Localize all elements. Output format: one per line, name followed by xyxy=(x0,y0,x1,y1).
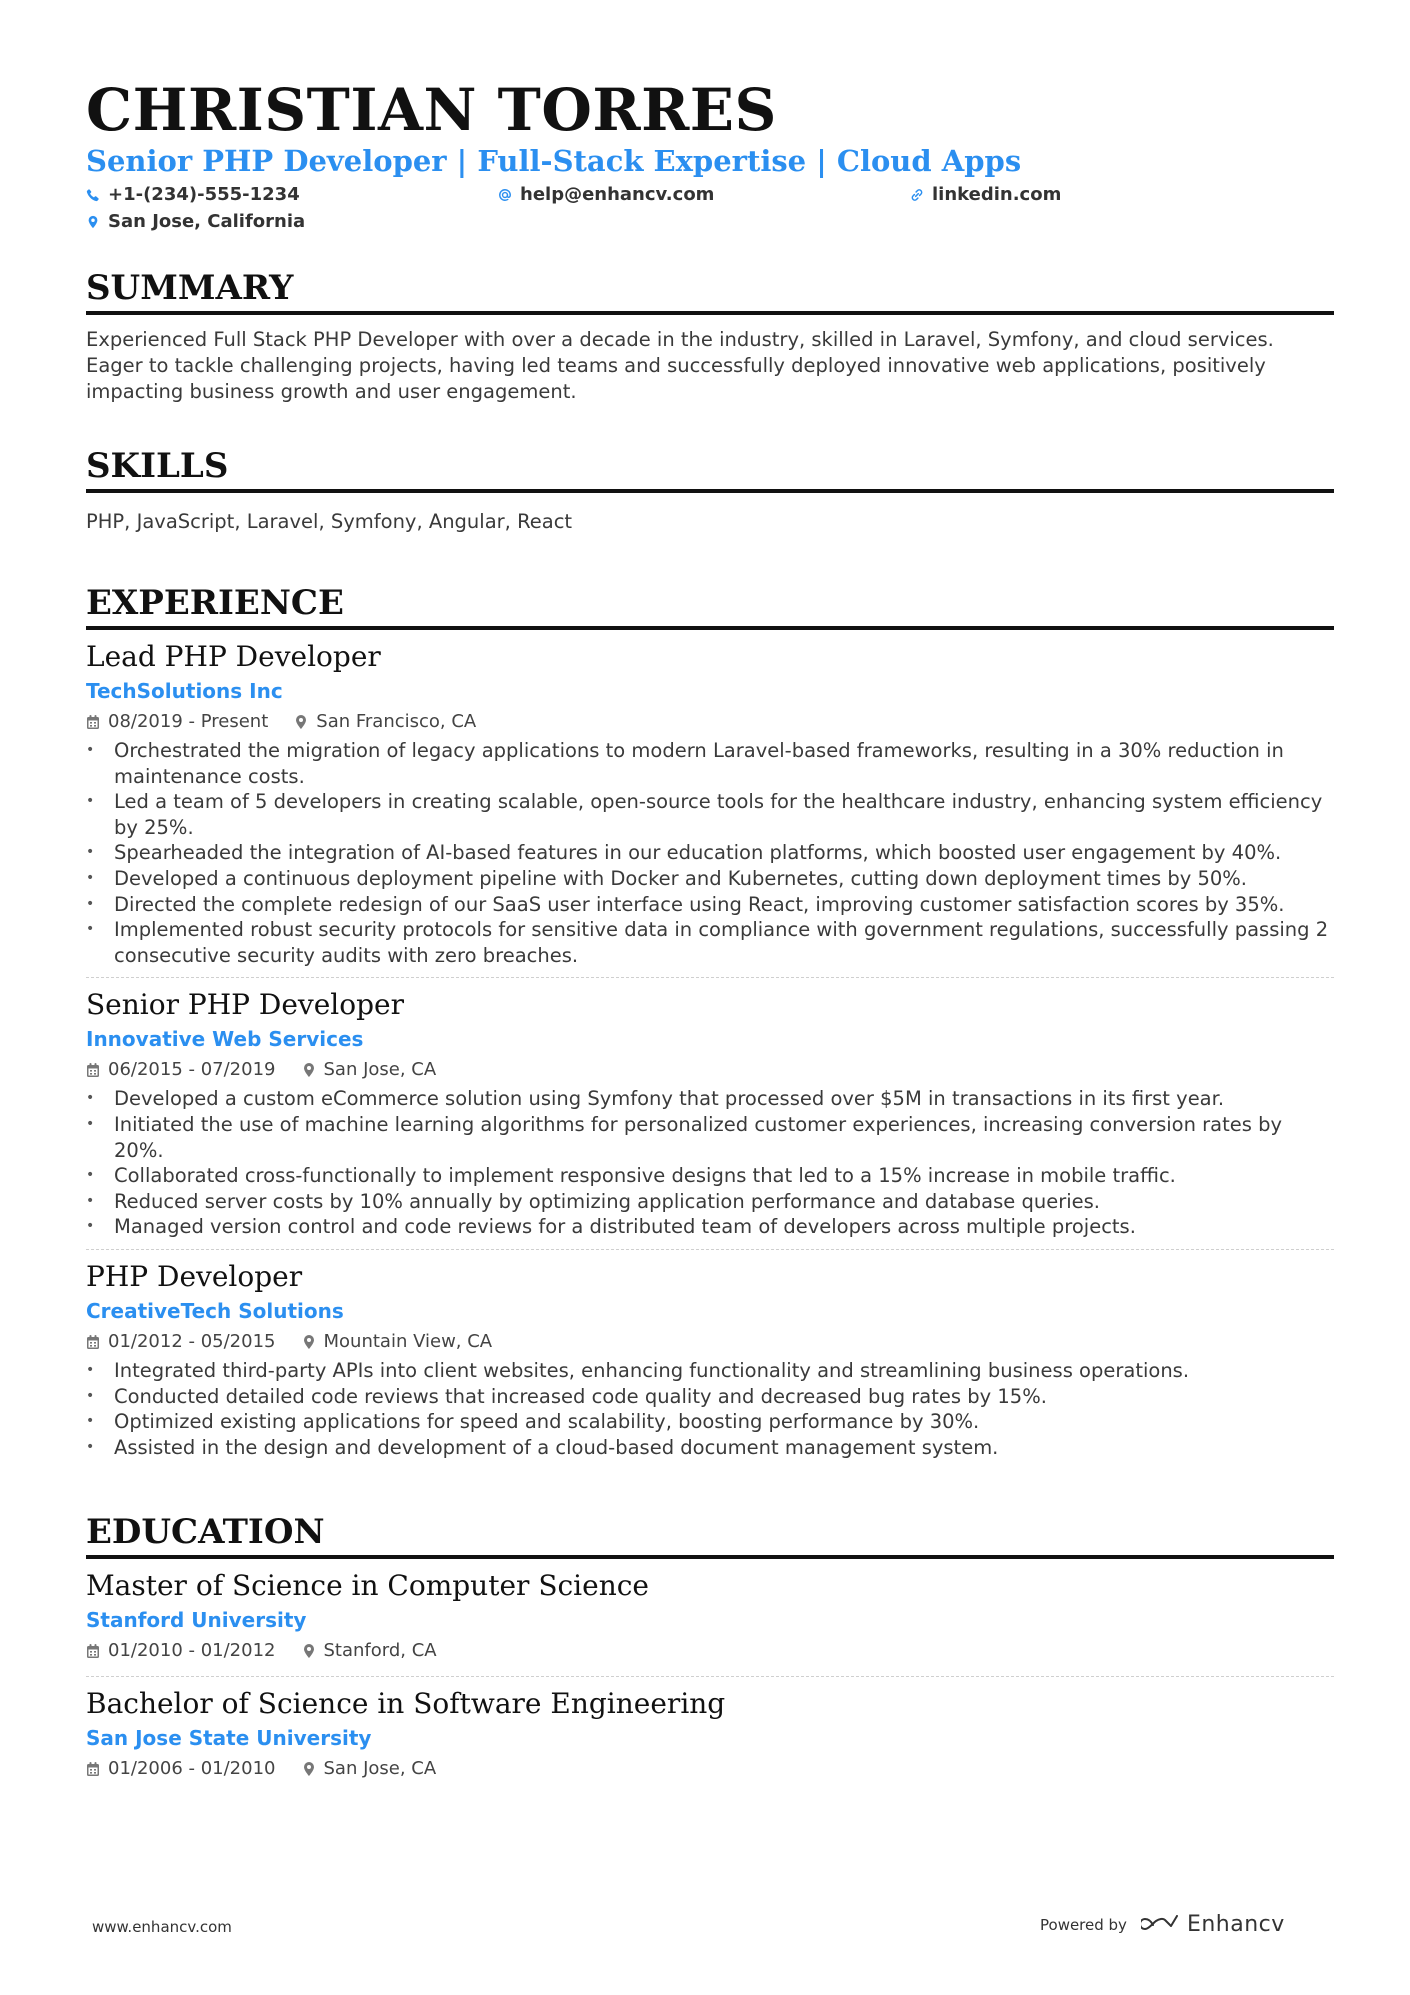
experience-entry xyxy=(86,630,1334,978)
experience-heading: EXPERIENCE xyxy=(86,582,1334,630)
link-icon xyxy=(910,188,924,202)
achievement-item: • Initiated the use of machine learning algorithms for personalized customer experiences, increasing conversion rates by 20%. xyxy=(86,1112,1334,1163)
entry-location-text: San Jose, CA xyxy=(323,1758,437,1780)
contact-info xyxy=(86,181,1334,235)
job-title: Senior PHP Developer xyxy=(86,988,404,1022)
achievement-item: • Optimized existing applications for speed and scalability, boosting performance by 30%. xyxy=(86,1409,1334,1435)
entry-meta xyxy=(86,1635,1334,1667)
entry-dates-text: 01/2006 - 01/2010 xyxy=(108,1758,276,1780)
skills-heading: SKILLS xyxy=(86,445,1334,493)
school-name[interactable]: San Jose State University xyxy=(86,1726,372,1751)
contact-phone-text: +1-(234)-555-1234 xyxy=(108,184,300,205)
entry-dates xyxy=(86,1635,276,1667)
contact-location xyxy=(86,208,498,235)
entry-meta xyxy=(86,1753,1334,1785)
summary-heading: SUMMARY xyxy=(86,267,1334,315)
school-name[interactable]: Stanford University xyxy=(86,1608,307,1633)
experience-list xyxy=(86,630,1334,1469)
experience-entry xyxy=(86,1250,1334,1469)
achievement-list xyxy=(86,738,1334,968)
entry-location xyxy=(302,1054,437,1086)
job-title: Lead PHP Developer xyxy=(86,640,381,673)
map-pin-icon xyxy=(302,1643,316,1659)
map-pin-icon xyxy=(302,1334,316,1350)
achievement-item: • Implemented robust security protocols for sensitive data in compliance with government regulations, successfully passing 2 consecutive security audits with zero breaches. xyxy=(86,917,1334,968)
company-name[interactable]: TechSolutions Inc xyxy=(86,679,283,703)
powered-by xyxy=(1040,1912,1285,1937)
contact-location-text: San Jose, California xyxy=(108,211,306,232)
contact-linkedin-text: linkedin.com xyxy=(932,184,1062,205)
entry-location xyxy=(294,706,476,738)
entry-dates xyxy=(86,1054,276,1086)
education-list xyxy=(86,1559,1334,1794)
contact-linkedin[interactable] xyxy=(910,181,1334,208)
experience-entry xyxy=(86,978,1334,1250)
calendar-icon xyxy=(86,1643,100,1659)
degree-title: Master of Science in Computer Science xyxy=(86,1569,649,1603)
candidate-tagline: Senior PHP Developer | Full-Stack Expertise | Cloud Apps xyxy=(86,144,1022,178)
entry-location xyxy=(302,1753,437,1785)
entry-dates xyxy=(86,1326,276,1358)
job-title: PHP Developer xyxy=(86,1259,303,1293)
education-entry xyxy=(86,1677,1334,1794)
candidate-name: CHRISTIAN TORRES xyxy=(86,76,777,144)
phone-icon xyxy=(86,188,100,202)
achievement-item: • Integrated third-party APIs into client websites, enhancing functionality and streamlining business operations. xyxy=(86,1358,1334,1384)
achievement-list xyxy=(86,1358,1334,1460)
entry-location xyxy=(302,1635,437,1667)
powered-by-label: Powered by xyxy=(1040,1915,1127,1934)
map-pin-icon xyxy=(294,714,308,730)
summary-text: Experienced Full Stack PHP Developer with over a decade in the industry, skilled in Laravel, Symfony, and cloud services. Eager to tackle challenging projects, having led teams and successfully deployed innovative web applications, positively impacting business growth and user engagement. xyxy=(86,328,1274,403)
achievement-list xyxy=(86,1086,1334,1240)
enhancv-logo-text: Enhancv xyxy=(1186,1912,1285,1937)
entry-location xyxy=(302,1326,493,1358)
skills-list: PHP, JavaScript, Laravel, Symfony, Angular, React xyxy=(86,510,573,533)
entry-location-text: Stanford, CA xyxy=(323,1640,437,1662)
education-entry xyxy=(86,1559,1334,1677)
achievement-item: • Managed version control and code reviews for a distributed team of developers across multiple projects. xyxy=(86,1214,1334,1240)
entry-dates-text: 06/2015 - 07/2019 xyxy=(108,1059,276,1081)
entry-location-text: Mountain View, CA xyxy=(323,1330,493,1352)
education-heading: EDUCATION xyxy=(86,1511,1334,1559)
map-pin-icon xyxy=(302,1761,316,1777)
entry-meta xyxy=(86,1326,1334,1358)
contact-email[interactable] xyxy=(498,181,910,208)
achievement-item: • Assisted in the design and development of a cloud-based document management system. xyxy=(86,1435,1334,1461)
achievement-item: • Reduced server costs by 10% annually by optimizing application performance and database queries. xyxy=(86,1189,1334,1215)
achievement-item: • Collaborated cross-functionally to implement responsive designs that led to a 15% increase in mobile traffic. xyxy=(86,1163,1334,1189)
achievement-item: • Directed the complete redesign of our SaaS user interface using React, improving customer satisfaction scores by 35%. xyxy=(86,892,1334,918)
calendar-icon xyxy=(86,1062,100,1078)
at-icon xyxy=(498,188,512,202)
entry-dates-text: 08/2019 - Present xyxy=(108,711,269,732)
contact-email-text: help@enhancv.com xyxy=(520,184,715,205)
achievement-item: • Developed a continuous deployment pipeline with Docker and Kubernetes, cutting down deployment times by 50%. xyxy=(86,866,1334,892)
enhancv-logo[interactable] xyxy=(1141,1912,1285,1937)
entry-location-text: San Jose, CA xyxy=(323,1059,437,1081)
entry-dates xyxy=(86,1753,276,1785)
entry-meta xyxy=(86,1054,1334,1086)
entry-location-text: San Francisco, CA xyxy=(316,711,477,732)
map-pin-icon xyxy=(302,1062,316,1078)
achievement-item: • Conducted detailed code reviews that increased code quality and decreased bug rates by 15%. xyxy=(86,1384,1334,1410)
entry-dates-text: 01/2010 - 01/2012 xyxy=(108,1640,276,1662)
company-name[interactable]: Innovative Web Services xyxy=(86,1027,364,1052)
calendar-icon xyxy=(86,1761,100,1777)
resume-page xyxy=(86,78,1334,1794)
degree-title: Bachelor of Science in Software Engineering xyxy=(86,1687,726,1721)
enhancv-logo-icon xyxy=(1141,1915,1179,1935)
achievement-item: • Orchestrated the migration of legacy applications to modern Laravel-based frameworks, resulting in a 30% reduction in maintenance costs. xyxy=(86,738,1334,789)
entry-meta xyxy=(86,706,1334,738)
entry-dates xyxy=(86,706,268,738)
achievement-item: • Developed a custom eCommerce solution using Symfony that processed over $5M in transactions in its first year. xyxy=(86,1086,1334,1112)
company-name[interactable]: CreativeTech Solutions xyxy=(86,1298,344,1323)
map-pin-icon xyxy=(86,215,100,229)
calendar-icon xyxy=(86,714,100,730)
achievement-item: • Led a team of 5 developers in creating scalable, open-source tools for the healthcare industry, enhancing system efficiency by 25%. xyxy=(86,789,1334,840)
achievement-item: • Spearheaded the integration of AI-based features in our education platforms, which boosted user engagement by 40%. xyxy=(86,840,1334,866)
entry-dates-text: 01/2012 - 05/2015 xyxy=(108,1330,276,1352)
footer-website[interactable]: www.enhancv.com xyxy=(92,1918,232,1936)
contact-phone[interactable] xyxy=(86,181,498,208)
calendar-icon xyxy=(86,1334,100,1350)
